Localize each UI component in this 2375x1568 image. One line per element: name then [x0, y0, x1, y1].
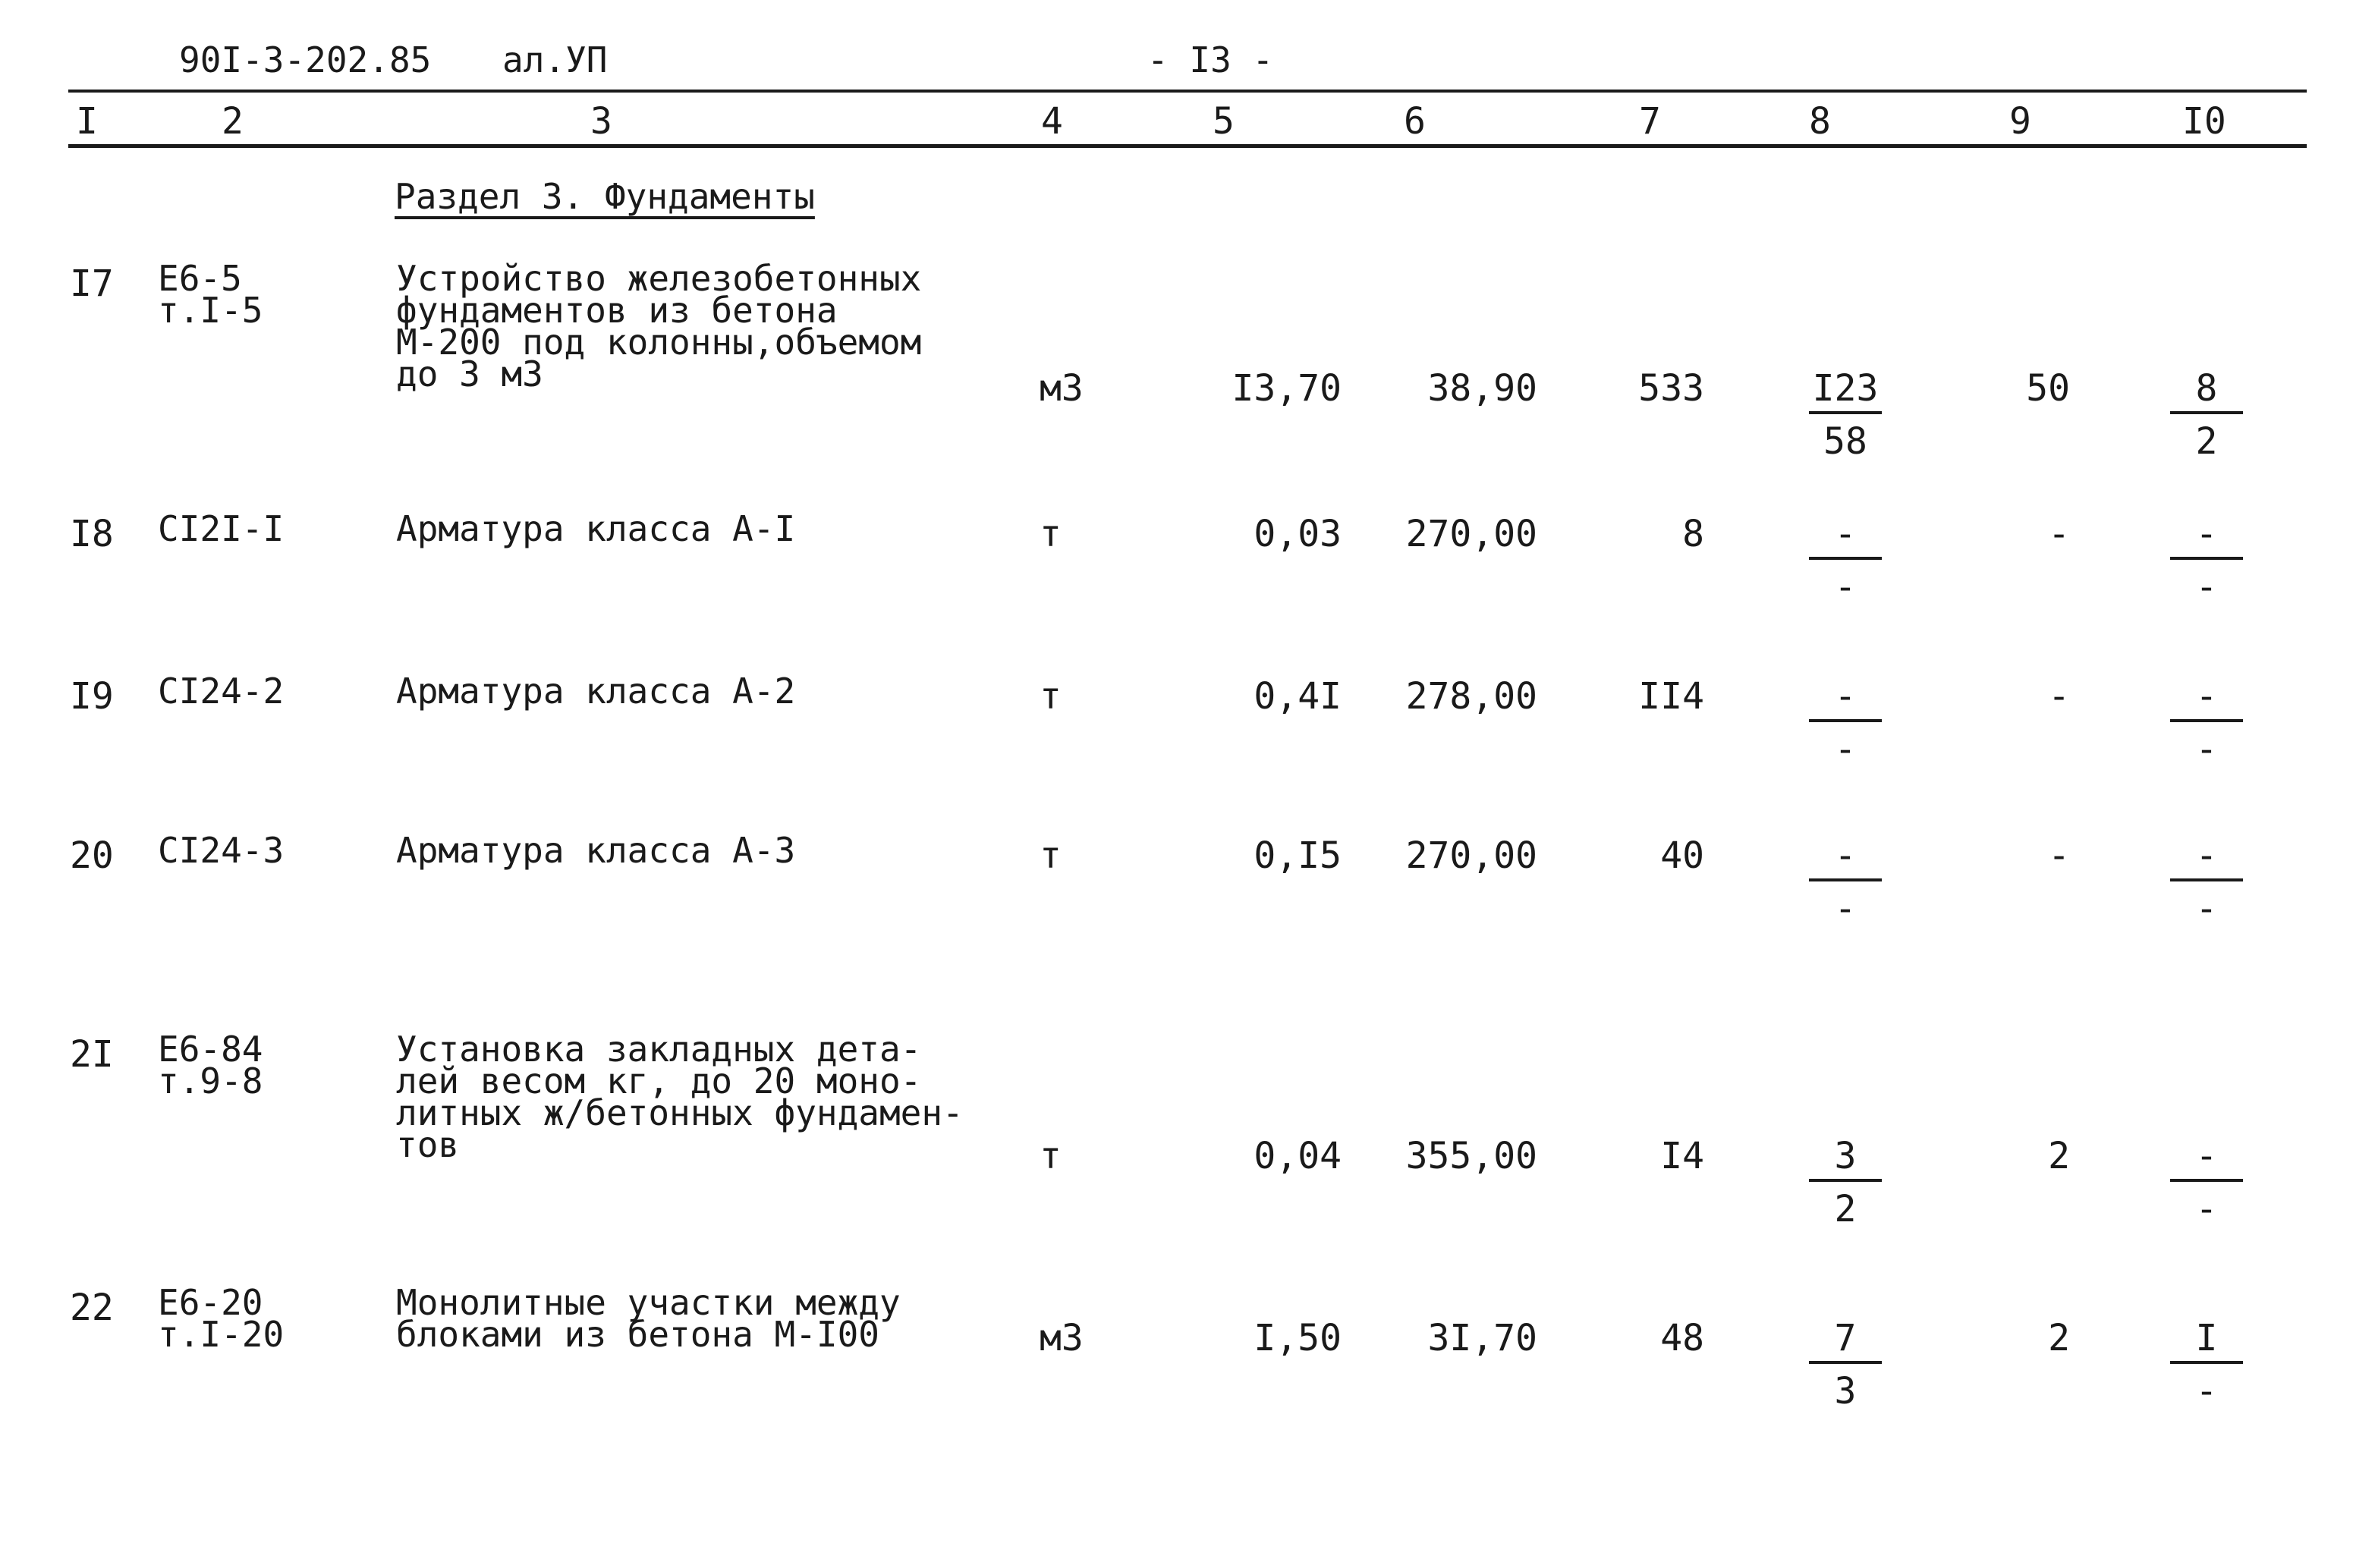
header-rule-bottom [68, 144, 2307, 148]
section-title: Раздел 3. Фундаменты [395, 176, 815, 217]
row-unit-price: 3I,70 [1427, 1317, 1537, 1359]
row-col8-fraction [1809, 367, 1882, 469]
row-col8-fraction [1809, 513, 1882, 614]
row-total: 40 [1660, 834, 1704, 877]
row-unit-price: 355,00 [1405, 1135, 1537, 1177]
row-col8-fraction-denominator: 2 [1834, 1188, 1857, 1230]
header-rule-top [68, 90, 2307, 93]
row-code: СI24-2 [158, 671, 285, 712]
row-col8-fraction-numerator: I23 [1812, 367, 1879, 410]
row-col8-fraction-bar [1809, 719, 1882, 722]
row-col10-fraction [2170, 513, 2243, 614]
row-unit: м3 [1040, 1317, 1084, 1359]
row-col8-fraction-bar [1809, 411, 1882, 414]
row-unit: т [1040, 1135, 1062, 1177]
column-number-7: 7 [1639, 100, 1661, 143]
row-quantity: 0,I5 [1254, 834, 1342, 877]
document-code: 90I-3-202.85 [179, 39, 432, 80]
row-col10-fraction-numerator: 8 [2195, 367, 2218, 410]
row-col8-fraction-denominator: - [1834, 728, 1857, 771]
row-col8-fraction-denominator: 58 [1823, 420, 1867, 463]
row-col10-fraction-bar [2170, 557, 2243, 560]
column-number-1: I [76, 100, 98, 143]
column-number-6: 6 [1404, 100, 1426, 143]
row-total: II4 [1638, 675, 1704, 718]
row-col8-fraction-numerator: - [1834, 675, 1857, 718]
row-unit: т [1040, 513, 1062, 555]
row-col9: - [2048, 834, 2070, 877]
row-number: I9 [70, 675, 114, 718]
row-col10-fraction-denominator: - [2195, 1370, 2218, 1412]
row-unit: м3 [1040, 367, 1084, 410]
row-col10-fraction-numerator: - [2195, 1135, 2218, 1177]
row-unit-price: 270,00 [1405, 513, 1537, 555]
column-number-10: I0 [2182, 100, 2226, 143]
row-col8-fraction [1809, 675, 1882, 777]
row-col9: 50 [2026, 367, 2070, 410]
row-quantity: 0,4I [1254, 675, 1342, 718]
row-description: Арматура класса А-3 [396, 830, 796, 871]
row-col8-fraction [1809, 1135, 1882, 1236]
row-col10-fraction [2170, 675, 2243, 777]
row-code: СI24-3 [158, 830, 285, 871]
row-description: Монолитные участки между блоками из бетона М-I00 [396, 1282, 901, 1355]
row-col10-fraction-numerator: - [2195, 675, 2218, 718]
row-col10-fraction [2170, 1135, 2243, 1236]
row-code: СI2I-I [158, 508, 285, 549]
row-description: Устройство железобетонных фундаментов из бетона М-200 под колонны,объемом до 3 м3 [396, 258, 922, 394]
row-col10-fraction-bar [2170, 411, 2243, 414]
row-number: I7 [70, 262, 114, 305]
row-col10-fraction-bar [2170, 878, 2243, 881]
row-code: Е6-5 т.I-5 [158, 258, 263, 331]
row-col8-fraction-bar [1809, 557, 1882, 560]
row-col8-fraction-denominator: - [1834, 566, 1857, 608]
row-unit-price: 38,90 [1427, 367, 1537, 410]
column-number-9: 9 [2009, 100, 2031, 143]
row-number: 20 [70, 834, 114, 877]
row-code: Е6-20 т.I-20 [158, 1282, 285, 1355]
row-col8-fraction [1809, 1317, 1882, 1419]
column-number-3: 3 [590, 100, 612, 143]
row-col10-fraction-bar [2170, 719, 2243, 722]
row-col8-fraction [1809, 834, 1882, 936]
row-col9: - [2048, 675, 2070, 718]
row-quantity: I,50 [1254, 1317, 1342, 1359]
row-col10-fraction-denominator: - [2195, 1188, 2218, 1230]
row-col10-fraction-numerator: I [2195, 1317, 2218, 1359]
page-number: - I3 - [1147, 39, 1274, 80]
row-quantity: 0,03 [1254, 513, 1342, 555]
row-col10-fraction [2170, 834, 2243, 936]
row-description: Арматура класса А-I [396, 508, 796, 549]
row-col10-fraction-bar [2170, 1179, 2243, 1182]
row-col10-fraction [2170, 367, 2243, 469]
row-col10-fraction-denominator: - [2195, 566, 2218, 608]
row-col10-fraction-numerator: - [2195, 834, 2218, 877]
row-code: Е6-84 т.9-8 [158, 1029, 263, 1101]
row-total: I4 [1660, 1135, 1704, 1177]
column-number-2: 2 [222, 100, 244, 143]
row-col8-fraction-numerator: - [1834, 834, 1857, 877]
row-unit: т [1040, 834, 1062, 877]
row-number: 22 [70, 1287, 114, 1329]
row-total: 48 [1660, 1317, 1704, 1359]
row-col8-fraction-bar [1809, 878, 1882, 881]
column-number-5: 5 [1213, 100, 1235, 143]
row-number: I8 [70, 513, 114, 555]
row-col8-fraction-denominator: - [1834, 888, 1857, 930]
row-unit: т [1040, 675, 1062, 718]
row-col10-fraction-denominator: 2 [2195, 420, 2218, 463]
row-col9: - [2048, 513, 2070, 555]
row-col8-fraction-numerator: 3 [1834, 1135, 1857, 1177]
column-number-8: 8 [1809, 100, 1831, 143]
row-col10-fraction-denominator: - [2195, 888, 2218, 930]
row-description: Установка закладных дета- лей весом кг, до 20 моно- литных ж/бетонных фундамен- тов [396, 1029, 964, 1165]
row-description: Арматура класса А-2 [396, 671, 796, 712]
row-col10-fraction-denominator: - [2195, 728, 2218, 771]
row-col10-fraction-bar [2170, 1361, 2243, 1364]
row-unit-price: 270,00 [1405, 834, 1537, 877]
row-total: 533 [1638, 367, 1704, 410]
row-quantity: 0,04 [1254, 1135, 1342, 1177]
row-number: 2I [70, 1033, 114, 1076]
row-col8-fraction-bar [1809, 1179, 1882, 1182]
row-quantity: I3,70 [1232, 367, 1342, 410]
row-total: 8 [1682, 513, 1704, 555]
row-col10-fraction-numerator: - [2195, 513, 2218, 555]
row-col8-fraction-bar [1809, 1361, 1882, 1364]
row-col9: 2 [2048, 1317, 2070, 1359]
row-col8-fraction-numerator: 7 [1834, 1317, 1857, 1359]
sheet-label: ал.УП [502, 39, 608, 80]
column-number-4: 4 [1041, 100, 1063, 143]
row-unit-price: 278,00 [1405, 675, 1537, 718]
row-col10-fraction [2170, 1317, 2243, 1419]
row-col8-fraction-denominator: 3 [1834, 1370, 1857, 1412]
row-col9: 2 [2048, 1135, 2070, 1177]
row-col8-fraction-numerator: - [1834, 513, 1857, 555]
